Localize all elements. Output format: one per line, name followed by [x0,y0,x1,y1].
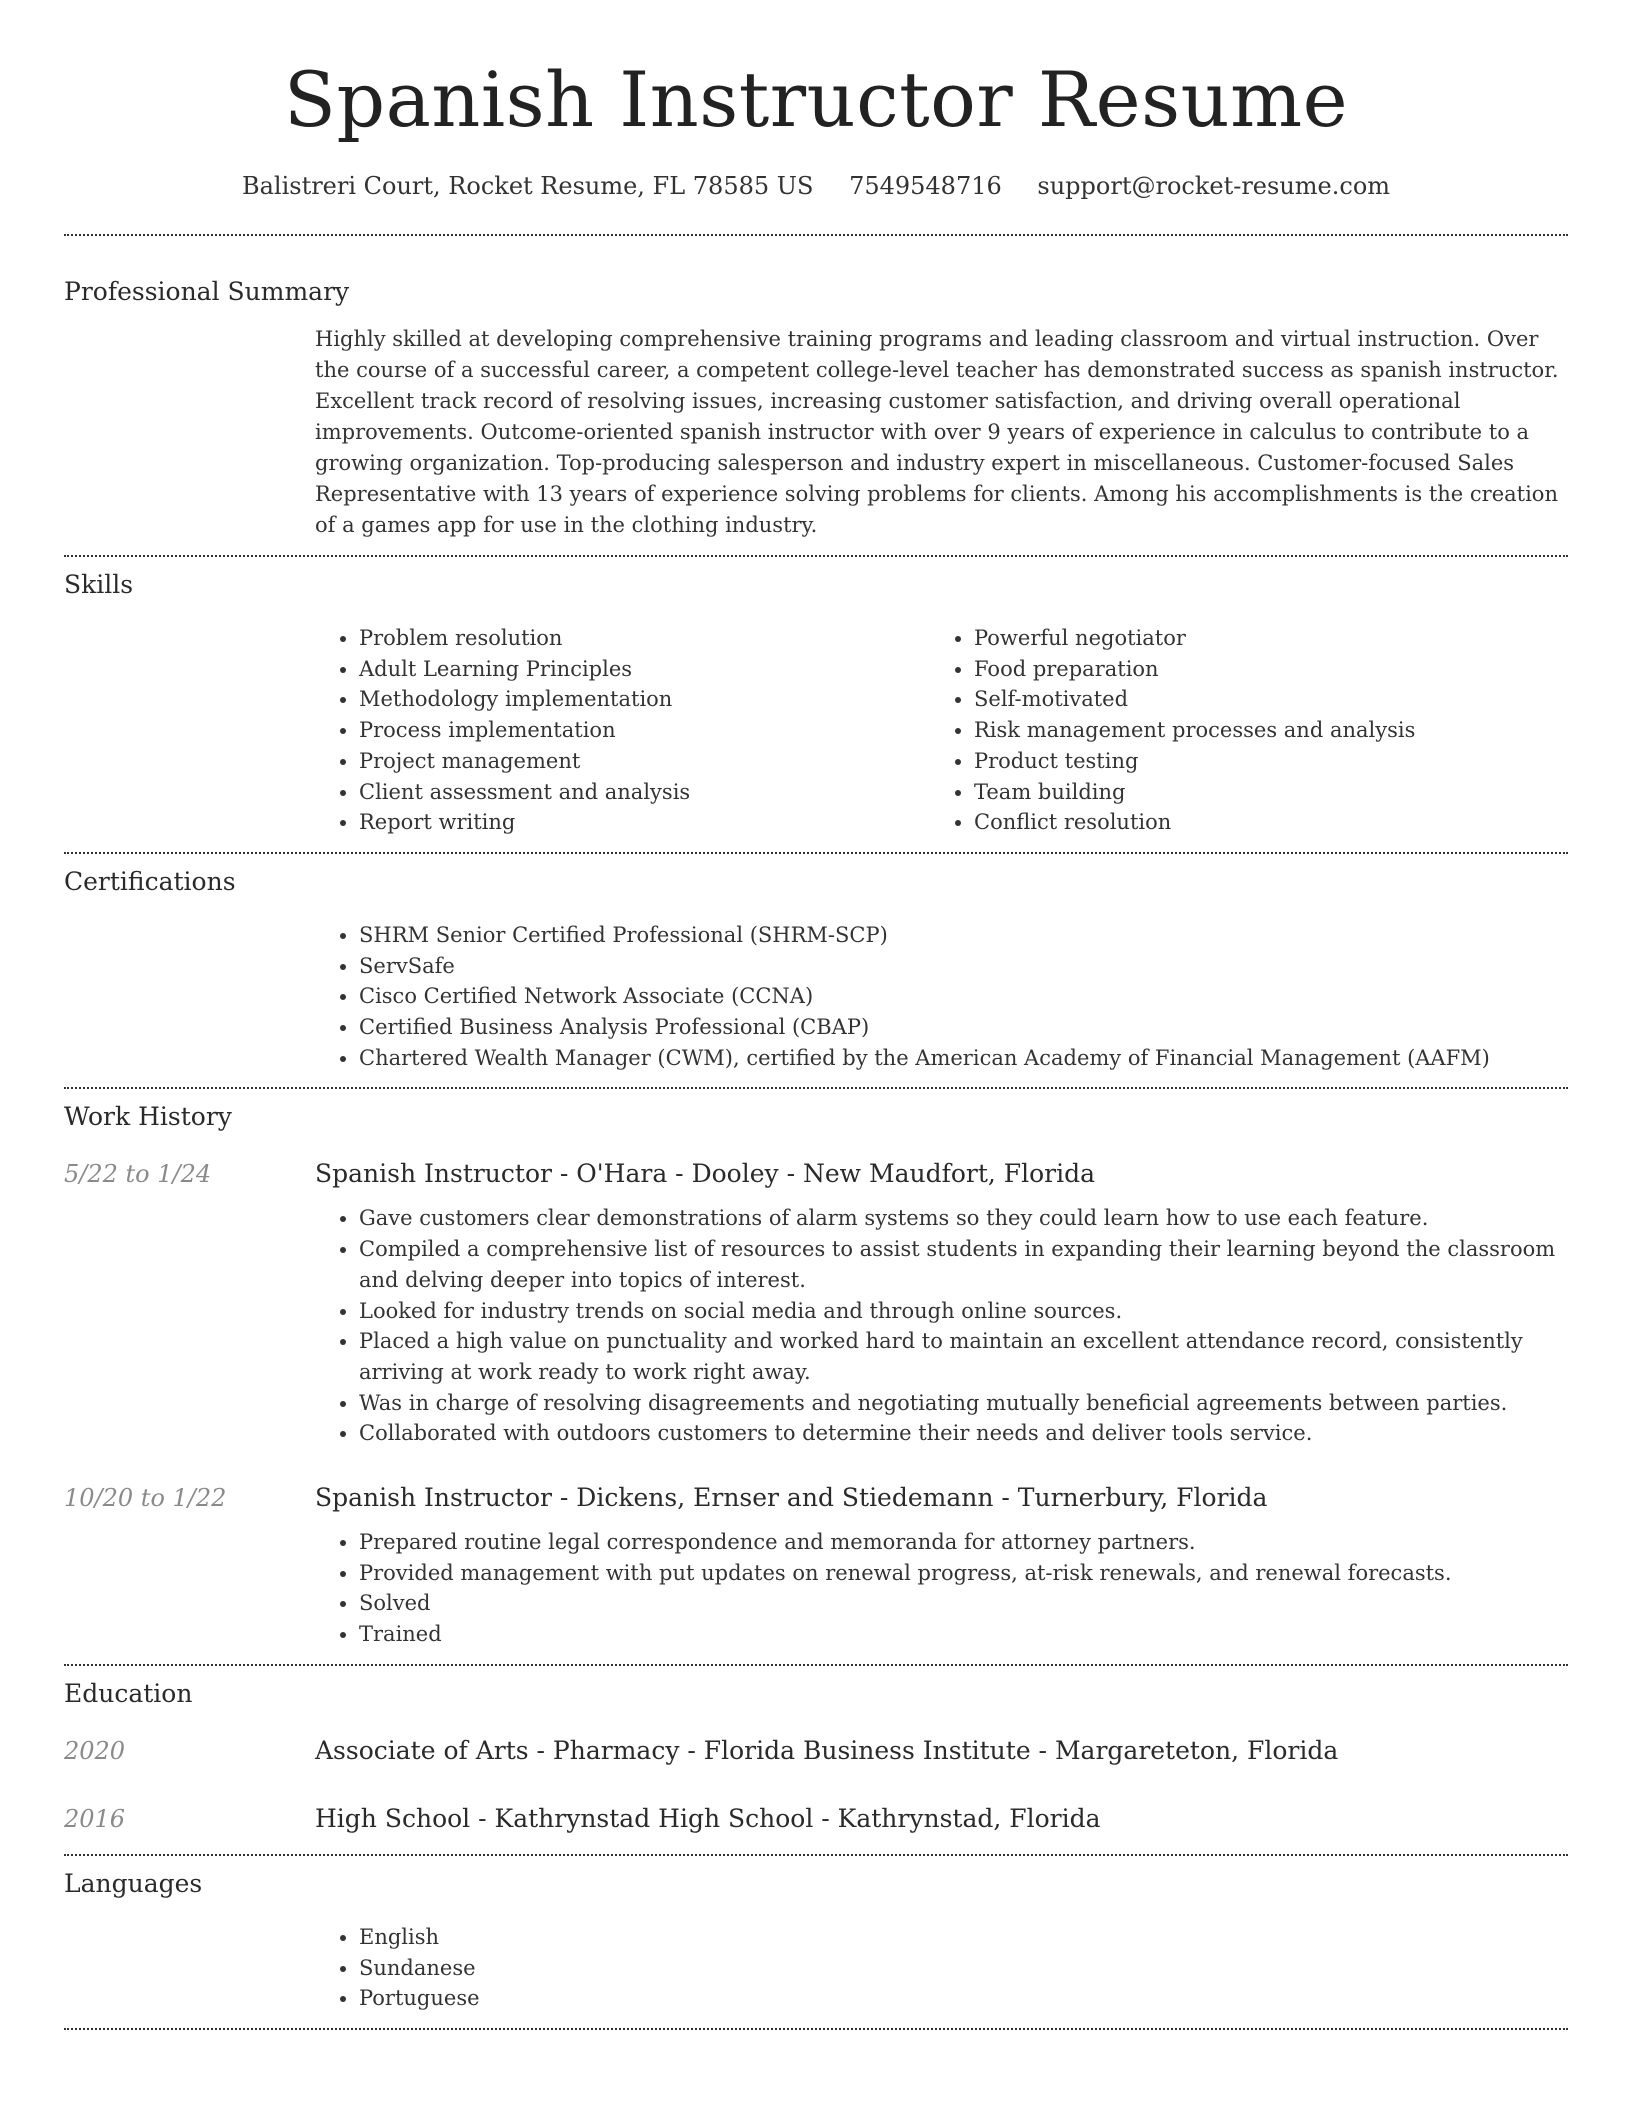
job-bullet: • Solved [359,1588,1568,1619]
skill-item: • Risk management processes and analysis [974,715,1545,746]
skills-list-left [315,623,930,838]
job-bullet: • Trained [359,1619,1568,1650]
job-bullet: • Placed a high value on punctuality and worked hard to maintain an excellent attendance record, consistently arriving at work ready to work right away. [359,1326,1568,1387]
skill-item: • Product testing [974,746,1545,777]
languages-list [315,1922,1568,2014]
summary-text: Highly skilled at developing comprehensive training programs and leading classroom and virtual instruction. Over the course of a successful career, a competent college-level teacher has demonstrated success as spanish instructor. Excellent track record of resolving issues, increasing customer satisfaction, and driving overall operational improvements. Outcome-oriented spanish instructor with over 9 years of experience in calculus to contribute to a growing organization. Top-producing salesperson and industry expert in miscellaneous. Customer-focused Sales Representative with 13 years of experience solving problems for clients. Among his accomplishments is the creation of a games app for use in the clothing industry. [315,327,1559,537]
job-title: Spanish Instructor - Dickens, Ernser and Stiedemann - Turnerbury, Florida [315,1483,1268,1513]
skill-item: • Process implementation [359,715,930,746]
language-item: • Sundanese [359,1953,1568,1984]
skill-item: • Report writing [359,807,930,838]
job-bullet: • Prepared routine legal correspondence and memoranda for attorney partners. [359,1527,1568,1558]
education-year: 2020 [64,1736,126,1765]
certification-item: • Chartered Wealth Manager (CWM), certified by the American Academy of Financial Management (AAFM) [359,1043,1568,1074]
job-bullet: • Provided management with put updates on renewal progress, at-risk renewals, and renewal forecasts. [359,1558,1568,1589]
education-entry [64,1734,1568,1768]
certification-item: • SHRM Senior Certified Professional (SHRM-SCP) [359,920,1568,951]
skill-item: • Powerful negotiator [974,623,1545,654]
skill-item: • Methodology implementation [359,684,930,715]
skill-item: • Problem resolution [359,623,930,654]
divider [64,2028,1568,2030]
email: support@rocket-resume.com [1037,172,1391,200]
phone: 7549548716 [849,172,1002,200]
job-bullet: • Compiled a comprehensive list of resources to assist students in expanding their learning beyond the classroom and delving deeper into topics of interest. [359,1234,1568,1295]
skill-item: • Team building [974,777,1545,808]
education-year: 2016 [64,1804,126,1833]
job-bullet: • Was in charge of resolving disagreements and negotiating mutually beneficial agreements between parties. [359,1388,1568,1419]
skill-item: • Self-motivated [974,684,1545,715]
resume-title: Spanish Instructor Resume [283,55,1349,144]
skill-item: • Project management [359,746,930,777]
education-text: Associate of Arts - Pharmacy - Florida Business Institute - Margareteton, Florida [315,1735,1339,1765]
section-heading-summary: Professional Summary [64,277,350,306]
certification-item: • Certified Business Analysis Professional (CBAP) [359,1012,1568,1043]
language-item: • English [359,1922,1568,1953]
section-heading-work: Work History [64,1102,232,1132]
job-bullets [315,1203,1568,1449]
section-work-history [64,1089,1568,1649]
education-text: High School - Kathrynstad High School - Kathrynstad, Florida [315,1803,1101,1833]
section-heading-skills: Skills [64,570,134,599]
section-heading-languages: Languages [64,1868,203,1898]
education-entry [64,1802,1568,1836]
section-heading-certifications: Certifications [64,866,236,896]
skill-item: • Client assessment and analysis [359,777,930,808]
job-bullet: • Collaborated with outdoors customers to determine their needs and deliver tools service. [359,1418,1568,1449]
section-heading-education: Education [64,1678,193,1708]
skill-item: • Food preparation [974,654,1545,685]
address: Balistreri Court, Rocket Resume, FL 78585 US [241,172,814,200]
job-dates: 5/22 to 1/24 [64,1160,212,1189]
skills-list-right [930,623,1545,838]
section-skills [64,557,1568,838]
section-education [64,1666,1568,1836]
skill-item: • Adult Learning Principles [359,654,930,685]
section-languages [64,1856,1568,2014]
certifications-list [315,920,1568,1074]
section-summary [64,236,1568,541]
skill-item: • Conflict resolution [974,807,1545,838]
job-title: Spanish Instructor - O'Hara - Dooley - New Maudfort, Florida [315,1159,1096,1189]
certification-item: • Cisco Certified Network Associate (CCNA) [359,981,1568,1012]
language-item: • Portuguese [359,1983,1568,2014]
job-entry [64,1481,1568,1515]
certification-item: • ServSafe [359,951,1568,982]
skills-columns [315,623,1568,838]
job-entry [64,1157,1568,1191]
section-certifications [64,854,1568,1074]
job-bullet: • Looked for industry trends on social media and through online sources. [359,1296,1568,1327]
job-bullets [315,1527,1568,1650]
job-bullet: • Gave customers clear demonstrations of alarm systems so they could learn how to use each feature. [359,1203,1568,1234]
contact-line [64,170,1568,202]
job-dates: 10/20 to 1/22 [64,1484,227,1513]
